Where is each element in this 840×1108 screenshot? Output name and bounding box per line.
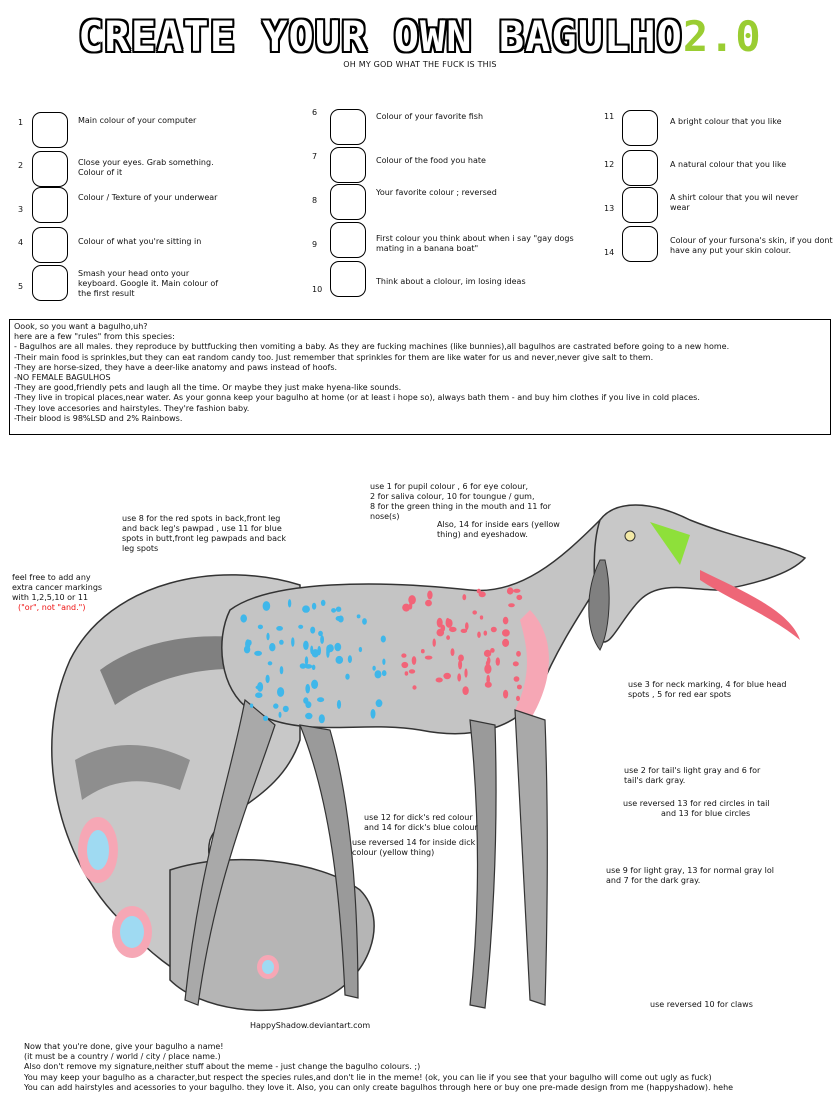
spot — [514, 676, 520, 682]
spot — [310, 627, 315, 634]
spot — [331, 608, 336, 613]
spot — [477, 632, 481, 638]
note-line: and 14 for dick's blue colour — [364, 823, 478, 832]
slot-label: Close your eyes. Grab something. Colour of it — [78, 158, 214, 177]
note-line: with 1,2,5,10 or 11 — [12, 593, 89, 602]
spot — [457, 673, 461, 681]
rules-line: - Bagulhos are all males. they reproduce by buttfucking then vomiting a baby. As they are fucking machines (like bunnies),all bagulhos are castrated before going to a new home. — [14, 342, 730, 352]
spot — [408, 595, 416, 604]
footer-instructions — [24, 1042, 824, 1093]
slot-number: 2 — [18, 161, 24, 170]
spot — [502, 629, 510, 636]
spot — [441, 625, 446, 632]
spot — [462, 594, 466, 600]
slot-label: Colour / Texture of your underwear — [78, 193, 218, 202]
colour-swatch-12[interactable] — [622, 150, 658, 186]
spot — [491, 627, 497, 633]
slot-number: 1 — [18, 118, 24, 127]
tail-circle-inner — [120, 916, 144, 948]
spot — [279, 712, 282, 718]
note-line-red: ("or", not "and.") — [18, 603, 86, 612]
rules-line: here are a few "rules" from this species: — [14, 332, 175, 342]
spot — [461, 629, 468, 633]
slot-number: 5 — [18, 282, 24, 291]
spot — [311, 680, 318, 689]
spot — [381, 636, 386, 643]
note-line: 2 for saliva colour, 10 for toungue / gum, — [370, 492, 535, 501]
spot — [412, 656, 417, 665]
spot — [458, 660, 462, 670]
note-line: nose(s) — [370, 512, 400, 521]
front-leg — [515, 710, 547, 1005]
spot — [250, 704, 253, 708]
spot — [240, 614, 247, 622]
slot-number: 14 — [604, 248, 615, 257]
rules-box — [9, 319, 831, 435]
title-version: 2.0 — [682, 12, 762, 61]
spot — [277, 687, 284, 697]
spot — [409, 669, 415, 673]
spot — [490, 648, 495, 653]
note-spots — [122, 514, 286, 554]
spot — [279, 640, 284, 645]
spot — [257, 682, 263, 692]
slot-label: Think about a clolour, im losing ideas — [376, 277, 526, 286]
spot — [305, 684, 310, 694]
rules-line: -They are good,friendly pets and laugh all the time. Or maybe they just make hyena-like sounds. — [14, 383, 402, 393]
colour-swatch-2[interactable] — [32, 151, 68, 187]
slot-label: Smash your head onto your keyboard. Google it. Main colour of the first result — [78, 269, 219, 298]
spot — [264, 602, 267, 606]
spot — [502, 639, 509, 647]
slot-number: 7 — [312, 152, 318, 161]
spot — [288, 599, 291, 607]
note-line: use reversed 13 for red circles in tail — [623, 799, 770, 808]
rules-line: Oook, so you want a bagulho,uh? — [14, 322, 148, 331]
rules-line: -Their blood is 98%LSD and 2% Rainbows. — [14, 413, 183, 423]
spot — [472, 610, 477, 614]
note-line: and 13 for blue circles — [661, 809, 751, 818]
spot — [382, 670, 387, 676]
spot — [485, 682, 492, 688]
spot — [513, 589, 520, 593]
artist-signature: HappyShadow.deviantart.com — [250, 1021, 371, 1030]
note-line: use 3 for neck marking, 4 for blue head — [628, 680, 787, 689]
spot — [263, 716, 268, 721]
head-shape — [594, 505, 805, 642]
spot — [382, 659, 385, 665]
note-line: tail's dark gray. — [624, 776, 686, 785]
slot-label: A bright colour that you like — [670, 117, 782, 126]
spot — [312, 649, 319, 657]
spot — [280, 666, 284, 674]
spot — [266, 633, 269, 641]
colour-swatch-4[interactable] — [32, 227, 68, 263]
spot — [371, 709, 376, 719]
spot — [336, 616, 342, 621]
spot — [427, 591, 432, 600]
spot — [480, 615, 483, 619]
slot-label: Colour of what you're sitting in — [78, 237, 202, 246]
slot-number: 10 — [312, 285, 323, 294]
note-line: 8 for the green thing in the mouth and 11 for — [370, 502, 551, 511]
spot — [449, 627, 457, 632]
spot — [269, 643, 275, 651]
spot — [359, 647, 362, 652]
note-line: extra cancer markings — [12, 583, 103, 592]
note-tail — [624, 766, 760, 786]
spot — [337, 700, 341, 709]
spot — [302, 605, 310, 612]
tail-circle-inner — [87, 830, 109, 870]
page-title — [0, 14, 840, 60]
colour-swatch-3[interactable] — [32, 187, 68, 223]
note-inside-dick — [352, 838, 475, 858]
spot — [464, 668, 467, 677]
spot — [433, 639, 436, 647]
spot — [401, 653, 406, 657]
note-gray — [606, 866, 774, 886]
note-line: leg spots — [122, 544, 159, 553]
rules-line: -Their main food is sprinkles,but they can eat random candy too. Just remember that sprinkles for them are like water for us and never,never give salt to them. — [14, 352, 654, 362]
spot — [268, 661, 273, 665]
title-main: CREATE YOUR OWN BAGULHO — [78, 12, 683, 61]
spot — [321, 600, 326, 606]
spot — [336, 656, 344, 664]
spot — [425, 600, 432, 607]
spot — [421, 649, 425, 653]
slot-label: Colour of the food you hate — [376, 156, 486, 165]
slot-number: 3 — [18, 205, 24, 214]
spot — [446, 635, 450, 640]
colour-swatch-1[interactable] — [32, 112, 68, 148]
slot-label: A shirt colour that you wil never wear — [670, 193, 799, 212]
colour-swatch-10[interactable] — [330, 261, 366, 297]
rules-line: -They live in tropical places,near water. As your gonna keep your bagulho at home (or at least i hope so), always bath them - and buy him clothes if you live in cold places. — [14, 393, 700, 403]
note-line: and back leg's pawpad , use 11 for blue — [122, 524, 282, 533]
slot-number: 8 — [312, 196, 318, 205]
spot — [496, 657, 500, 665]
spot — [305, 713, 312, 719]
spot — [405, 671, 409, 675]
spot — [372, 666, 375, 671]
colour-swatch-6[interactable] — [330, 109, 366, 145]
spot — [312, 603, 316, 610]
slot-number: 4 — [18, 238, 24, 247]
page-subtitle: OH MY GOD WHAT THE FUCK IS THIS — [343, 60, 497, 69]
spot — [503, 690, 508, 699]
spot — [298, 625, 303, 629]
note-neck — [628, 680, 787, 700]
colour-swatch-11[interactable] — [622, 110, 658, 146]
spot — [484, 631, 488, 636]
note-pupil — [370, 482, 551, 522]
note-line: colour (yellow thing) — [352, 848, 435, 857]
colour-swatch-7[interactable] — [330, 147, 366, 183]
spot — [305, 656, 308, 665]
spot — [508, 603, 515, 607]
spot — [517, 685, 522, 690]
spot — [446, 618, 450, 626]
spot — [462, 686, 468, 695]
spot — [334, 643, 341, 652]
spot — [318, 631, 323, 636]
slot-number: 11 — [604, 112, 615, 121]
spot — [345, 674, 349, 680]
spot — [401, 662, 408, 668]
rules-line: -NO FEMALE BAGULHOS — [14, 373, 111, 383]
spot — [375, 670, 382, 678]
note-circles — [623, 799, 770, 819]
spot — [254, 651, 262, 656]
footer-line: (it must be a country / world / city / place name.) — [24, 1052, 221, 1062]
spot — [291, 637, 294, 647]
note-line: use 8 for the red spots in back,front leg — [122, 514, 281, 523]
spot — [503, 617, 509, 625]
tail-circle-inner — [262, 960, 274, 974]
spot — [266, 675, 270, 683]
note-line: use reversed 14 for inside dick — [352, 838, 476, 847]
spot — [513, 661, 519, 666]
spot — [319, 714, 325, 723]
note-markings — [12, 573, 102, 613]
spot — [283, 706, 289, 712]
spot — [465, 622, 469, 630]
footer-line: Also don't remove my signature,neither stuff about the meme - just change the bagulho colours. ;) — [24, 1062, 421, 1072]
spot — [273, 703, 278, 708]
footer-line: You may keep your bagulho as a character,but respect the species rules,and don't lie in the meme! (ok, you can lie if you see that your bagulho will come out ugly as fuck) — [24, 1072, 712, 1082]
note-line: thing) and eyeshadow. — [437, 530, 528, 539]
spot — [516, 651, 521, 657]
slot-number: 12 — [604, 160, 615, 169]
spot — [357, 614, 361, 618]
rules-line: -They are horse-sized, they have a deer-like anatomy and paws instead of hoofs. — [14, 362, 338, 372]
spot — [305, 701, 311, 708]
note-ears — [437, 520, 560, 540]
spot — [255, 692, 262, 698]
spot — [402, 604, 410, 612]
spot — [317, 697, 324, 702]
spot — [376, 699, 383, 707]
colour-swatch-8[interactable] — [330, 184, 366, 220]
spot — [443, 673, 451, 679]
spot — [425, 656, 433, 660]
note-line: use 1 for pupil colour , 6 for eye colour, — [370, 482, 529, 491]
spot — [303, 641, 309, 650]
slot-label: First colour you think about when i say "gay dogs mating in a banana boat" — [376, 234, 574, 253]
note-line: use 9 for light gray, 13 for normal gray lol — [606, 866, 774, 875]
note-line: feel free to add any — [12, 573, 91, 582]
slot-number: 9 — [312, 240, 318, 249]
note-line: spots , 5 for red ear spots — [628, 690, 732, 699]
note-dick — [364, 813, 478, 833]
slot-label: Colour of your favorite fish — [376, 112, 484, 121]
slot-label: Your favorite colour ; reversed — [376, 188, 497, 197]
spot — [312, 665, 316, 670]
note-claws: use reversed 10 for claws — [650, 1000, 753, 1009]
spot — [305, 664, 313, 669]
spot — [245, 639, 250, 649]
slot-label: Colour of your fursona's skin, if you dont have any put your skin colour. — [670, 236, 833, 255]
spot — [507, 587, 514, 594]
spot — [320, 635, 324, 644]
slot-label: A natural colour that you like — [670, 160, 787, 169]
colour-swatch-9[interactable] — [330, 222, 366, 258]
spot — [516, 696, 520, 701]
spot — [336, 607, 341, 612]
note-line: spots in butt,front leg pawpads and back — [122, 534, 287, 543]
note-line: use 2 for tail's light gray and 6 for — [624, 766, 761, 775]
spot — [484, 664, 491, 674]
spot — [348, 655, 352, 663]
spot — [276, 626, 283, 631]
spot — [258, 625, 263, 630]
rules-line: -They love accesories and hairstyles. They're fashion baby. — [14, 403, 250, 413]
slot-label: Main colour of your computer — [78, 116, 197, 125]
spot — [436, 678, 443, 683]
spot — [362, 618, 367, 625]
footer-line: You can add hairstyles and acessories to your bagulho. they love it. Also, you can only create bagulhos through here or buy one pre-made design from me (happyshadow). hehe — [24, 1082, 734, 1092]
note-line: use 12 for dick's red colour — [364, 813, 473, 822]
spot — [412, 685, 416, 689]
colour-swatch-13[interactable] — [622, 187, 658, 223]
spot — [479, 591, 486, 597]
footer-line: Now that you're done, give your bagulho a name! — [24, 1042, 224, 1051]
eye — [625, 531, 635, 541]
colour-swatch-14[interactable] — [622, 226, 658, 262]
spot — [326, 648, 329, 658]
note-line: and 7 for the dark gray. — [606, 876, 701, 885]
slot-number: 13 — [604, 204, 615, 213]
slot-number: 6 — [312, 108, 318, 117]
spot — [451, 648, 455, 656]
colour-swatch-5[interactable] — [32, 265, 68, 301]
note-line: Also, 14 for inside ears (yellow — [437, 520, 560, 529]
front-leg — [470, 720, 496, 1008]
spot — [516, 595, 522, 600]
